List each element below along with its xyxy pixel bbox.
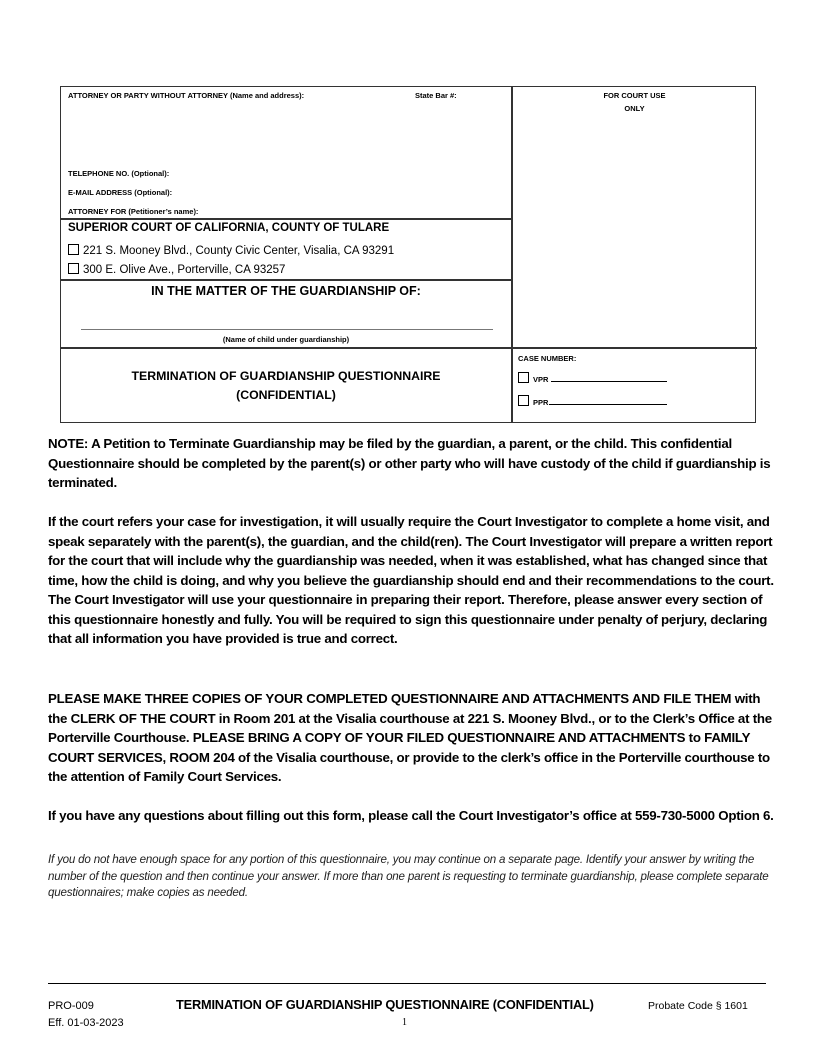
probate-code: Probate Code § 1601 xyxy=(648,1000,748,1012)
visalia-option[interactable] xyxy=(68,244,394,257)
footer-rule xyxy=(48,983,766,984)
form-title xyxy=(61,367,511,405)
effective-date: Eff. 01-03-2023 xyxy=(48,1017,124,1029)
matter-heading: IN THE MATTER OF THE GUARDIANSHIP OF: xyxy=(151,284,421,298)
attorney-for-field[interactable]: ATTORNEY FOR (Petitioner’s name): xyxy=(68,207,199,216)
instructions-paragraph: If you do not have enough space for any portion of this questionnaire, you may continue on a separate page. Identify your answer by writing the number of the question and then continue your answer. If more than one parent is requesting to terminate guardianship, please complete separate questionnaires; make copies as needed. xyxy=(48,853,769,899)
attorney-label: ATTORNEY OR PARTY WITHOUT ATTORNEY (Name and address): xyxy=(68,91,305,100)
vpr-input-line[interactable] xyxy=(551,381,667,382)
investigation-paragraph: If the court refers your case for investigation, it will usually require the Court Investigator to complete a home visit, and speak separately with the parent(s), the guardian, and the child(ren). The Court Investigator will prepare a written report for the court that will include why the guardianship was needed, when it was established, what has changed since that time, how the child is doing, and why you believe the guardianship should end and their recommendations to the court. The Court Investigator will use your questionnaire in preparing their report. Therefore, please answer every section of this questionnaire honestly and fully. You will be required to sign this questionnaire under penalty of perjury, declaring that all information you have provided is true and correct. xyxy=(48,514,774,646)
note-paragraph: NOTE: A Petition to Terminate Guardianship may be filed by the guardian, a parent, or the child. This confidential Questionnaire should be completed by the parent(s) or other party who will have custody of the child if guardianship is terminated. xyxy=(48,436,771,490)
visalia-address: 221 S. Mooney Blvd., County Civic Center, Visalia, CA 93291 xyxy=(83,245,395,257)
state-bar-label: State Bar #: xyxy=(415,91,457,100)
ppr-input-line[interactable] xyxy=(549,404,667,405)
questions-paragraph: If you have any questions about filling out this form, please call the Court Investigator’s office at 559-730-5000 Option 6. xyxy=(48,808,774,823)
ppr-option[interactable] xyxy=(518,395,667,407)
vpr-label: VPR xyxy=(533,375,549,384)
form-title-line2: (CONFIDENTIAL) xyxy=(236,388,336,402)
column-divider xyxy=(511,87,513,423)
vpr-option[interactable] xyxy=(518,372,667,384)
child-name-label: (Name of child under guardianship) xyxy=(222,335,350,344)
porterville-option[interactable] xyxy=(68,263,285,276)
telephone-field[interactable]: TELEPHONE NO. (Optional): xyxy=(68,169,170,178)
checkbox[interactable] xyxy=(518,372,529,383)
page-number: 1 xyxy=(402,1017,407,1028)
divider xyxy=(61,218,511,220)
porterville-address: 300 E. Olive Ave., Porterville, CA 93257 xyxy=(83,264,286,276)
checkbox[interactable] xyxy=(518,395,529,406)
form-number: PRO-009 xyxy=(48,1000,94,1012)
email-field[interactable]: E-MAIL ADDRESS (Optional): xyxy=(68,188,173,197)
footer-title: TERMINATION OF GUARDIANSHIP QUESTIONNAIRE (CONFIDENTIAL) xyxy=(176,997,594,1012)
court-use-label-2: ONLY xyxy=(624,104,645,113)
divider xyxy=(61,347,757,349)
copies-paragraph: PLEASE MAKE THREE COPIES OF YOUR COMPLETED QUESTIONNAIRE AND ATTACHMENTS AND FILE THEM with the CLERK OF THE COURT in Room 201 at the Visalia courthouse at 221 S. Mooney Blvd., or to the Clerk’s Office at the Porterville Courthouse. PLEASE BRING A COPY OF YOUR FILED QUESTIONNAIRE AND ATTACHMENTS to FAMILY COURT SERVICES, ROOM 204 of the Visalia courthouse, or provide to the clerk’s office in the Porterville courthouse to the attention of Family Court Services. xyxy=(48,691,772,784)
checkbox[interactable] xyxy=(68,263,79,274)
form-title-line1: TERMINATION OF GUARDIANSHIP QUESTIONNAIRE xyxy=(131,369,441,383)
checkbox[interactable] xyxy=(68,244,79,255)
ppr-label: PPR xyxy=(533,398,549,407)
court-name: SUPERIOR COURT OF CALIFORNIA, COUNTY OF TULARE xyxy=(68,222,390,234)
court-use-label: FOR COURT USE xyxy=(603,91,666,100)
caption-box xyxy=(60,86,756,423)
divider xyxy=(61,279,511,281)
case-number-label: CASE NUMBER: xyxy=(518,354,577,363)
child-name-line[interactable] xyxy=(81,329,493,330)
